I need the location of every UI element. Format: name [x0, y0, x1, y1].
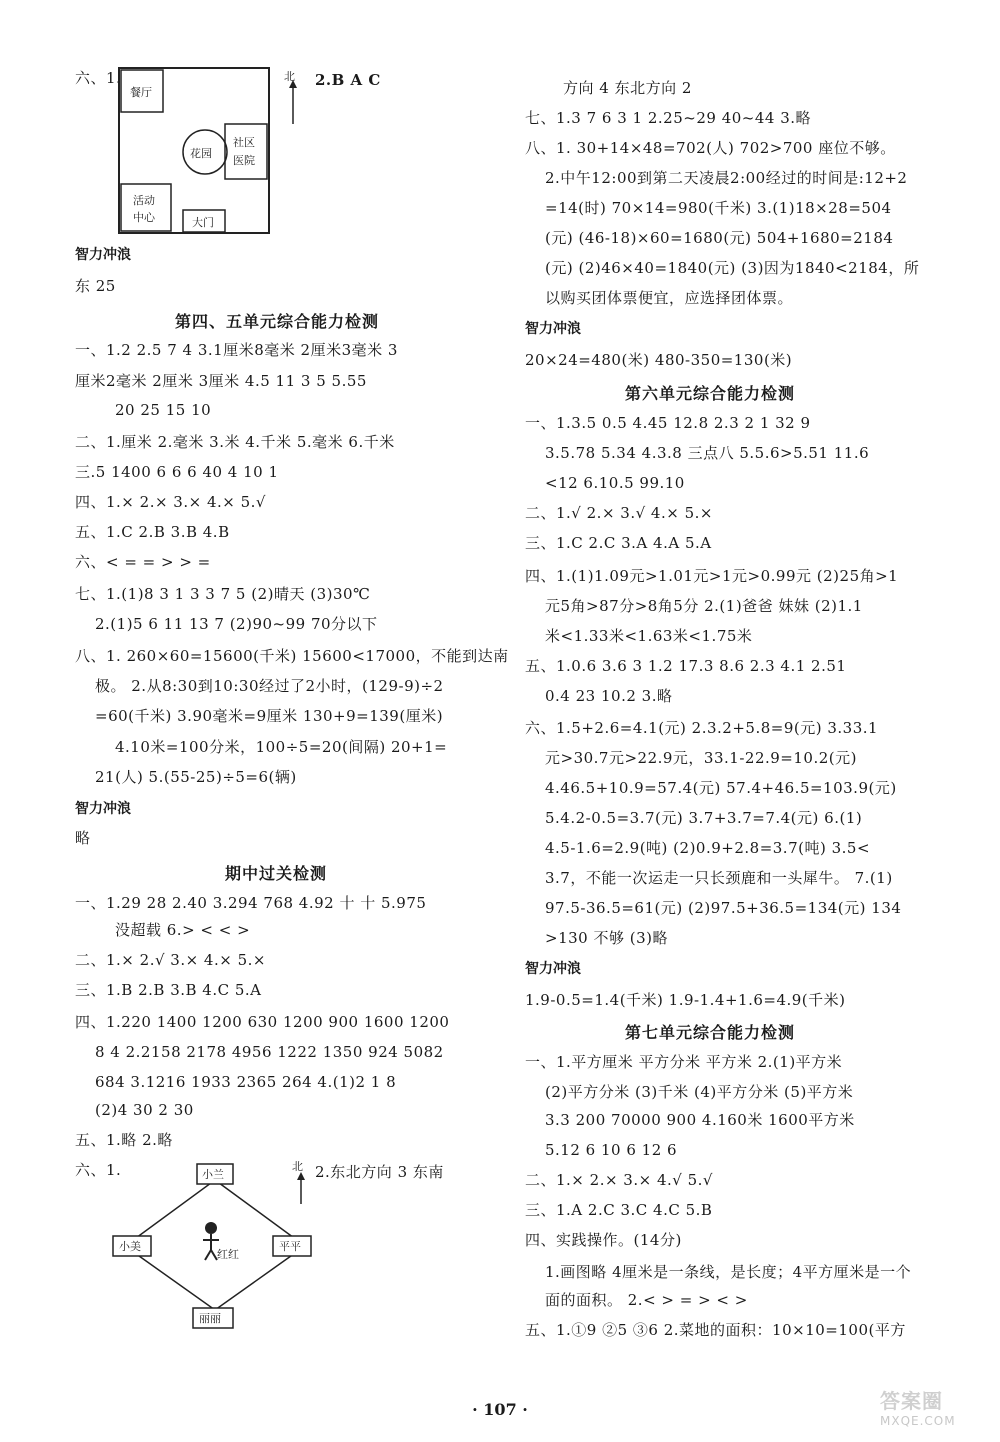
unit7-line: 1.画图略 4厘米是一条线，是长度；4平方厘米是一个	[545, 1263, 912, 1281]
map2-bottom: 丽丽	[199, 1312, 221, 1325]
right-top-line: (元) (2)46×40=1840(元) (3)因为1840<2184，所	[545, 259, 920, 277]
map2-left: 小美	[119, 1240, 141, 1253]
unit6-line: 3.7，不能一次运走一只长颈鹿和一头犀牛。 7.(1)	[545, 869, 893, 887]
north-arrow-2	[289, 1158, 313, 1208]
north-label-2: 北	[292, 1160, 303, 1173]
north-arrow-1	[281, 66, 305, 126]
sec6-label: 六、1.	[75, 69, 122, 87]
watermark-logo: 答案圈	[880, 1389, 943, 1413]
map1-restaurant: 餐厅	[130, 86, 152, 99]
unit7-line: 3.3 200 70000 900 4.160米 1600平方米	[545, 1111, 855, 1129]
unit6-line: 3.5.78 5.34 4.3.8 三点八 5.5.6>5.51 11.6	[545, 444, 870, 462]
unit7-line: 一、1.平方厘米 平方分米 平方米 2.(1)平方米	[525, 1053, 843, 1071]
unit45-line: 八、1. 260×60=15600(千米) 15600<17000，不能到达南	[75, 647, 509, 665]
unit6-line: 5.4.2-0.5=3.7(元) 3.7+3.7=7.4(元) 6.(1)	[545, 809, 863, 827]
unit6-line: 一、1.3.5 0.5 4.45 12.8 2.3 2 1 32 9	[525, 414, 811, 432]
unit6-line: 二、1.√ 2.× 3.√ 4.× 5.×	[525, 504, 713, 522]
right-top-line: =14(时) 70×14=980(千米) 3.(1)18×28=504	[545, 199, 892, 217]
unit7-line: 5.12 6 10 6 12 6	[545, 1141, 678, 1159]
unit6-line: >130 不够 (3)略	[545, 929, 668, 947]
unit45-line: 4.10米=100分米，100÷5=20(间隔) 20+1=	[115, 738, 448, 756]
unit6-line: 六、1.5+2.6=4.1(元) 2.3.2+5.8=9(元) 3.33.1	[525, 719, 879, 737]
unit6-line: 97.5-36.5=61(元) (2)97.5+36.5=134(元) 134	[545, 899, 902, 917]
unit45-line: 五、1.C 2.B 3.B 4.B	[75, 523, 230, 541]
north-label-1: 北	[284, 70, 295, 83]
unit45-line: 21(人) 5.(55-25)÷5=6(辆)	[95, 768, 297, 786]
midterm-line: 8 4 2.2158 2178 4956 1222 1350 924 5082	[95, 1043, 444, 1061]
unit7-line: (2)平方分米 (3)千米 (4)平方分米 (5)平方米	[545, 1083, 854, 1101]
unit7-line: 面的面积。 2.< > = > < >	[545, 1291, 748, 1309]
midterm-line: 五、1.略 2.略	[75, 1131, 173, 1149]
unit7-line: 四、实践操作。(14分)	[525, 1231, 682, 1249]
midterm-line: 684 3.1216 1933 2365 264 4.(1)2 1 8	[95, 1073, 397, 1091]
bonus1-text: 东 25	[75, 277, 116, 295]
unit6-line: 三、1.C 2.C 3.A 4.A 5.A	[525, 534, 712, 552]
watermark	[880, 1385, 956, 1428]
unit45-line: 二、1.厘米 2.毫米 3.米 4.千米 5.毫米 6.千米	[75, 433, 395, 451]
unit6-title: 第六单元综合能力检测	[625, 384, 796, 403]
unit45-line: 20 25 15 10	[115, 401, 212, 419]
unit45-line: 2.(1)5 6 11 13 7 (2)90~99 70分以下	[95, 615, 378, 633]
map2-center: 红红	[217, 1248, 239, 1261]
unit6-line: 4.5-1.6=2.9(吨) (2)0.9+2.8=3.7(吨) 3.5<	[545, 839, 871, 857]
unit7-line: 二、1.× 2.× 3.× 4.√ 5.√	[525, 1171, 713, 1189]
unit6-line: 元>30.7元>22.9元，33.1-22.9=10.2(元)	[545, 749, 857, 767]
right-top-line: (元) (46-18)×60=1680(元) 504+1680=2184	[545, 229, 894, 247]
unit45-title: 第四、五单元综合能力检测	[175, 312, 380, 331]
bonus2-text: 略	[75, 829, 91, 847]
midterm-title: 期中过关检测	[225, 864, 328, 883]
midterm-line: 一、1.29 28 2.40 3.294 768 4.92 十 十 5.975	[75, 894, 427, 912]
unit6-line: 五、1.0.6 3.6 3 1.2 17.3 8.6 2.3 4.1 2.51	[525, 657, 847, 675]
sec6-answer2: 2.B A C	[315, 71, 381, 89]
map1-gate: 大门	[192, 216, 214, 229]
bonus3-label: 智力冲浪	[525, 321, 581, 337]
unit6-line: 4.46.5+10.9=57.4(元) 57.4+46.5=103.9(元)	[545, 779, 897, 797]
sec6b-label: 六、1.	[75, 1161, 122, 1179]
watermark-url: MXQE.COM	[880, 1414, 956, 1428]
right-top-line: 八、1. 30+14×48=702(人) 702>700 座位不够。	[525, 139, 896, 157]
right-top-line: 七、1.3 7 6 3 1 2.25~29 40~44 3.略	[525, 109, 812, 127]
bonus3-text: 20×24=480(米) 480-350=130(米)	[525, 351, 793, 369]
right-top-line: 2.中午12:00到第二天凌晨2:00经过的时间是:12+2	[545, 169, 908, 187]
unit45-line: 一、1.2 2.5 7 4 3.1厘米8毫米 2厘米3毫米 3	[75, 341, 398, 359]
bonus1-label: 智力冲浪	[75, 247, 131, 263]
unit6-line: 米<1.33米<1.63米<1.75米	[545, 627, 753, 645]
unit6-line: 四、1.(1)1.09元>1.01元>1元>0.99元 (2)25角>1	[525, 567, 899, 585]
unit7-line: 三、1.A 2.C 3.C 4.C 5.B	[525, 1201, 713, 1219]
unit45-line: 三.5 1400 6 6 6 40 4 10 1	[75, 463, 279, 481]
unit45-line: 极。 2.从8:30到10:30经过了2小时，(129-9)÷2	[95, 677, 444, 695]
unit45-line: 厘米2毫米 2厘米 3厘米 4.5 11 3 5 5.55	[75, 372, 367, 390]
unit6-line: 0.4 23 10.2 3.略	[545, 687, 673, 705]
midterm-line: (2)4 30 2 30	[95, 1101, 194, 1119]
map1-hospital-1: 社区	[233, 136, 255, 149]
map1-activity-2: 中心	[133, 211, 155, 224]
sec6b-answer2: 2.东北方向 3 东南	[315, 1163, 444, 1181]
midterm-line: 三、1.B 2.B 3.B 4.C 5.A	[75, 981, 262, 999]
unit6-line: 元5角>87分>8角5分 2.(1)爸爸 妹妹 (2)1.1	[545, 597, 863, 615]
right-top-line: 以购买团体票便宜，应选择团体票。	[545, 289, 794, 307]
bonus4-label: 智力冲浪	[525, 961, 581, 977]
midterm-line: 二、1.× 2.√ 3.× 4.× 5.×	[75, 951, 266, 969]
map1-hospital-2: 医院	[233, 154, 255, 167]
bonus4-text: 1.9-0.5=1.4(千米) 1.9-1.4+1.6=4.9(千米)	[525, 991, 846, 1009]
midterm-line: 没超载 6.> < < >	[115, 921, 251, 939]
map2-right: 平平	[279, 1240, 301, 1253]
unit45-line: 四、1.× 2.× 3.× 4.× 5.√	[75, 493, 266, 511]
right-top-line: 方向 4 东北方向 2	[563, 79, 692, 97]
midterm-line: 四、1.220 1400 1200 630 1200 900 1600 1200	[75, 1013, 450, 1031]
bonus2-label: 智力冲浪	[75, 801, 131, 817]
unit7-line: 五、1.①9 ②5 ③6 2.菜地的面积：10×10=100(平方	[525, 1321, 906, 1339]
unit45-line: 七、1.(1)8 3 1 3 3 7 5 (2)晴天 (3)30℃	[75, 585, 371, 603]
page-number: · 107 ·	[472, 1400, 528, 1419]
unit7-title: 第七单元综合能力检测	[625, 1023, 796, 1042]
map1-garden: 花园	[190, 147, 212, 160]
unit45-line: =60(千米) 3.90毫米=9厘米 130+9=139(厘米)	[95, 707, 444, 725]
map1-activity-1: 活动	[133, 194, 155, 207]
map2-top: 小兰	[202, 1168, 224, 1181]
map-diagram-1	[115, 64, 285, 234]
unit45-line: 六、< = = > > =	[75, 553, 211, 571]
unit6-line: <12 6.10.5 99.10	[545, 474, 685, 492]
